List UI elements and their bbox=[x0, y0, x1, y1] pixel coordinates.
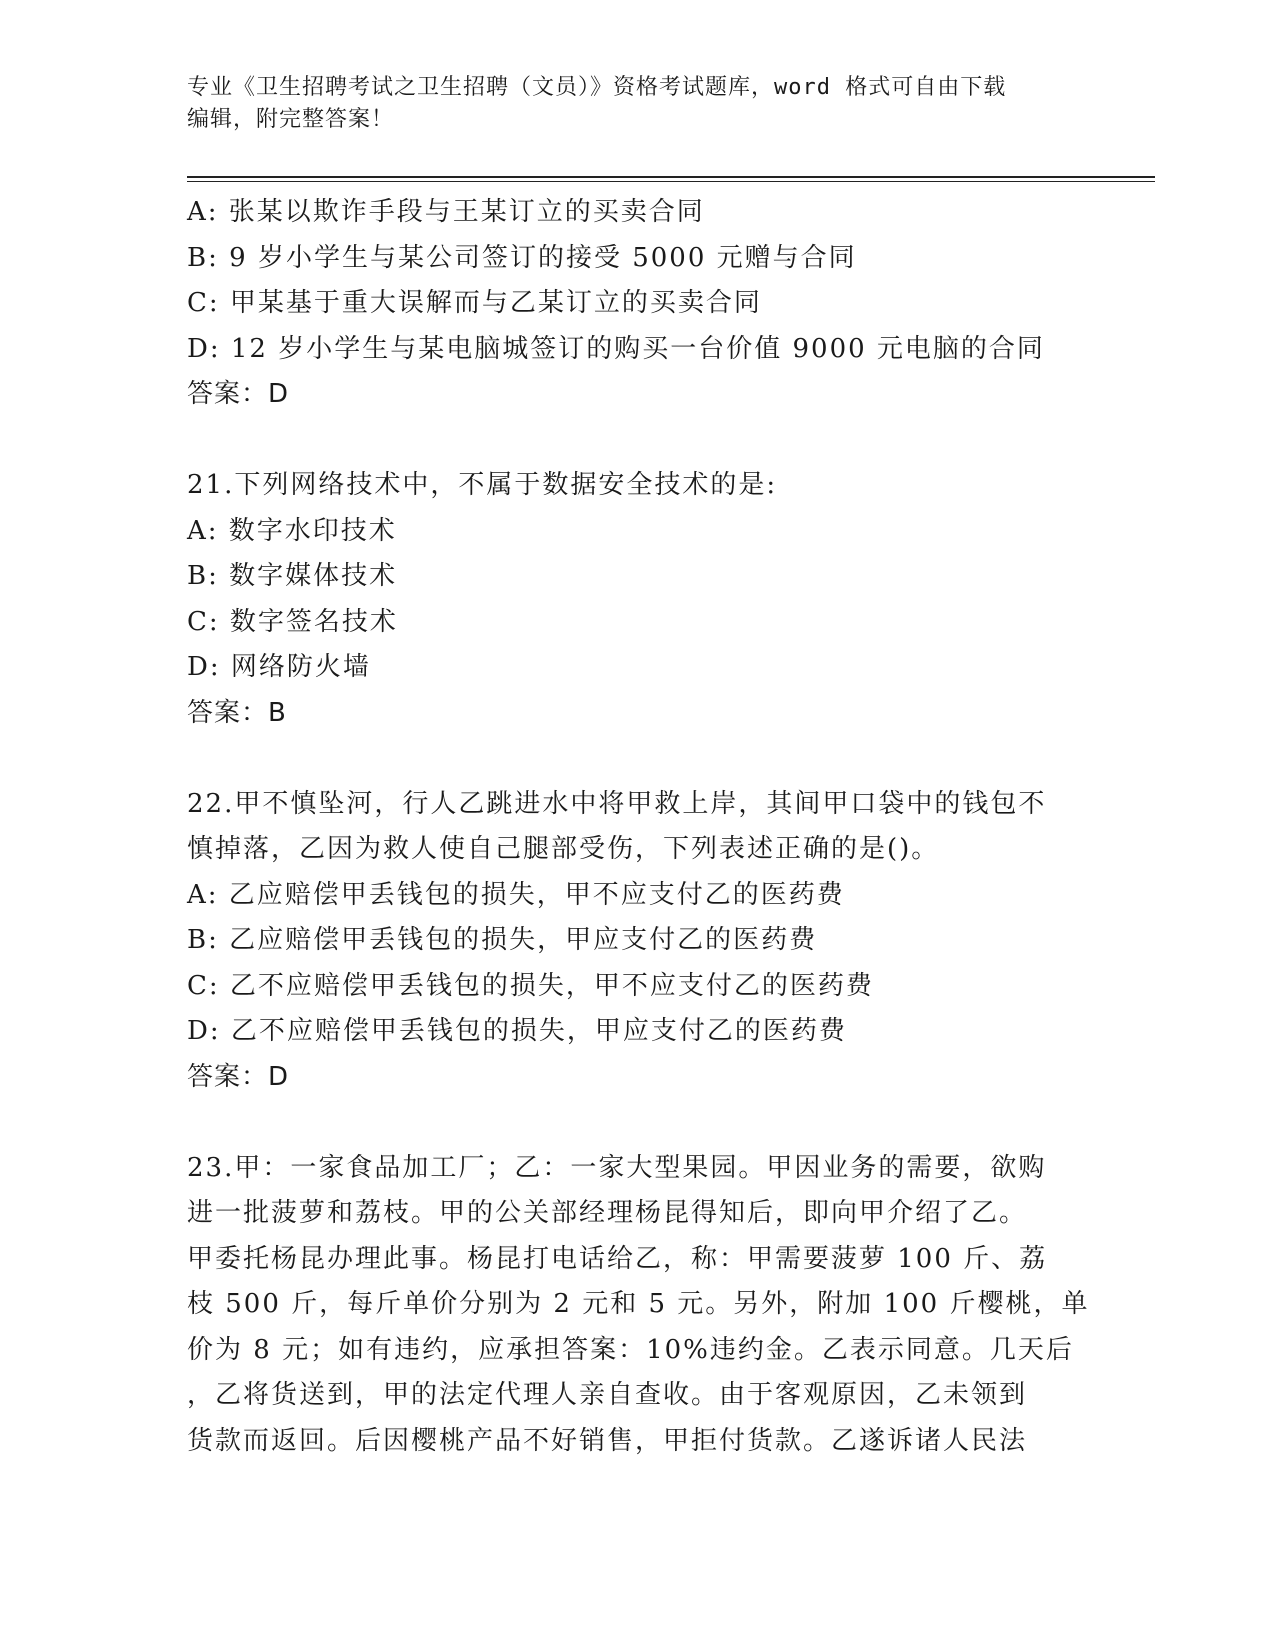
q23-stem-line-1: 23.甲：一家食品加工厂；乙：一家大型果园。甲因业务的需要，欲购 bbox=[187, 1152, 1047, 1183]
q23-stem-line-4: 枝 500 斤，每斤单价分别为 2 元和 5 元。另外，附加 100 斤樱桃，单 bbox=[187, 1289, 1090, 1319]
q21-stem: 21.下列网络技术中，不属于数据安全技术的是: bbox=[187, 470, 778, 500]
q22-stem-line-2: 慎掉落，乙因为救人使自己腿部受伤，下列表述正确的是()。 bbox=[187, 834, 940, 864]
q20-option-c: C: 甲某基于重大误解而与乙某订立的买卖合同 bbox=[187, 288, 762, 318]
question-23-block bbox=[187, 1146, 1090, 1465]
q21-answer: 答案：B bbox=[187, 697, 287, 728]
q20-option-d: D: 12 岁小学生与某电脑城签订的购买一台价值 9000 元电脑的合同 bbox=[187, 333, 1045, 364]
q20-option-b: B: 9 岁小学生与某公司签订的接受 5000 元赠与合同 bbox=[187, 242, 857, 273]
question-20-block bbox=[187, 190, 1087, 418]
q23-stem-line-6: ，乙将货送到，甲的法定代理人亲自查收。由于客观原因，乙未领到 bbox=[187, 1380, 1028, 1410]
header-rule-thin bbox=[187, 181, 1155, 182]
q21-option-d: D: 网络防火墙 bbox=[187, 652, 371, 682]
question-22-block bbox=[187, 782, 1087, 1101]
header-rule-thick bbox=[187, 176, 1155, 178]
q21-option-c: C: 数字签名技术 bbox=[187, 606, 398, 637]
q22-answer: 答案：D bbox=[187, 1061, 290, 1092]
q22-option-b: B: 乙应赔偿甲丢钱包的损失，甲应支付乙的医药费 bbox=[187, 925, 818, 955]
q23-stem-line-7: 货款而返回。后因樱桃产品不好销售，甲拒付货款。乙遂诉诸人民法 bbox=[187, 1425, 1028, 1456]
header-line-2: 编辑，附完整答案！ bbox=[187, 107, 395, 132]
question-21-block bbox=[187, 463, 1087, 736]
q20-answer: 答案：D bbox=[187, 379, 290, 409]
q22-option-c: C: 乙不应赔偿甲丢钱包的损失，甲不应支付乙的医药费 bbox=[187, 970, 874, 1001]
spacer bbox=[187, 418, 1087, 464]
q22-option-d: D: 乙不应赔偿甲丢钱包的损失，甲应支付乙的医药费 bbox=[187, 1016, 847, 1046]
header-line-1: 专业《卫生招聘考试之卫生招聘（文员）》资格考试题库，word 格式可自由下载 bbox=[187, 75, 1007, 100]
spacer bbox=[187, 736, 1087, 782]
q20-option-a: A: 张某以欺诈手段与王某订立的买卖合同 bbox=[187, 197, 705, 227]
q21-option-a: A: 数字水印技术 bbox=[187, 515, 397, 546]
document-body bbox=[187, 190, 1090, 1464]
q23-stem-line-2: 进一批菠萝和荔枝。甲的公关部经理杨昆得知后，即向甲介绍了乙。 bbox=[187, 1198, 1028, 1228]
spacer bbox=[187, 1100, 1087, 1146]
q22-stem-line-1: 22.甲不慎坠河，行人乙跳进水中将甲救上岸，其间甲口袋中的钱包不 bbox=[187, 788, 1047, 819]
q21-option-b: B: 数字媒体技术 bbox=[187, 561, 398, 591]
q23-stem-line-5: 价为 8 元；如有违约，应承担答案：10%违约金。乙表示同意。几天后 bbox=[187, 1334, 1074, 1365]
q23-stem-line-3: 甲委托杨昆办理此事。杨昆打电话给乙，称：甲需要菠萝 100 斤、荔 bbox=[187, 1243, 1048, 1274]
document-header bbox=[187, 72, 1087, 136]
q22-option-a: A: 乙应赔偿甲丢钱包的损失，甲不应支付乙的医药费 bbox=[187, 879, 845, 910]
